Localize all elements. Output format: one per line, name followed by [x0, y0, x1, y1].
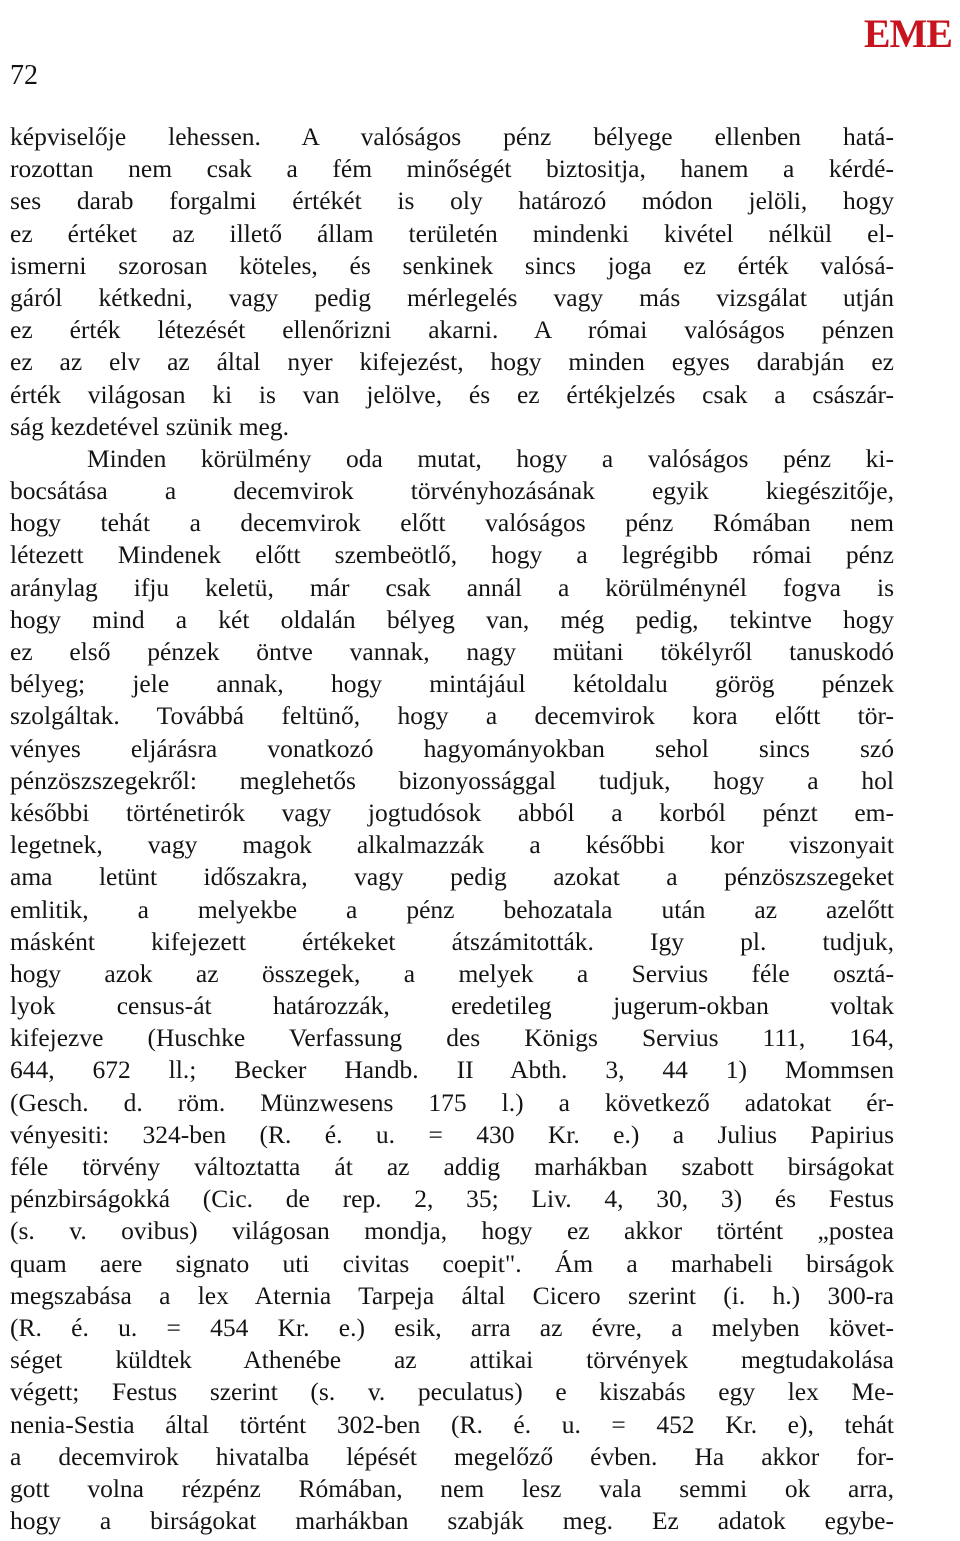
text-line: gott volna rézpénz Rómában, nem lesz vala semmi ok arra,: [10, 1473, 894, 1503]
text-line: quam aere signato uti civitas coepit". Ám a marhabeli birságok: [10, 1248, 894, 1278]
text-line: vényesiti: 324-ben (R. é. u. = 430 Kr. e.) a Julius Papirius: [10, 1119, 894, 1149]
text-line: séget küldtek Athenébe az attikai törvények megtudakolása: [10, 1345, 894, 1375]
text-line: ismerni szorosan köteles, és senkinek sincs joga ez érték valósá-: [10, 250, 894, 280]
page-number: 72: [10, 60, 38, 91]
text-line: féle törvény változtatta át az addig marhákban szabott birságokat: [10, 1152, 894, 1181]
text-line: ez érték létezését ellenőrizni akarni. A római valóságos pénzen: [10, 315, 894, 345]
text-line: pénzbirságokká (Cic. de rep. 2, 35; Liv. 4, 30, 3) és Festus: [10, 1184, 894, 1214]
text-line: a decemvirok hivatalba lépését megelőző évben. Ha akkor for-: [10, 1441, 894, 1471]
text-line: ez értéket az illető állam területén mindenki kivétel nélkül el-: [10, 218, 894, 248]
paragraph-start-line: Minden körülmény oda mutat, hogy a valóságos pénz ki-: [87, 443, 894, 473]
text-line: ez az elv az által nyer kifejezést, hogy minden egyes darabján ez: [10, 347, 894, 377]
text-line: hogy azok az összegek, a melyek a Servius féle osztá-: [10, 958, 894, 988]
text-line: vényes eljárásra vonatkozó hagyományokban sehol sincs szó: [10, 733, 894, 763]
text-line: 644, 672 ll.; Becker Handb. II Abth. 3, 44 1) Mommsen: [10, 1055, 894, 1085]
text-line: hogy mind a két oldalán bélyeg van, még pedig, tekintve hogy: [10, 604, 894, 634]
text-line: szolgáltak. Továbbá feltünő, hogy a decemvirok kora előtt tör-: [10, 701, 894, 731]
text-line: másként kifejezett értékeket átszámitották. Igy pl. tudjuk,: [10, 926, 894, 956]
text-line: legetnek, vagy magok alkalmazzák a későbbi kor viszonyait: [10, 830, 894, 860]
text-line: bélyeg; jele annak, hogy mintájául kétoldalu görög pénzek: [10, 669, 894, 699]
text-line: megszabása a lex Aternia Tarpeja által Cicero szerint (i. h.) 300-ra: [10, 1280, 894, 1310]
text-line: nenia-Sestia által történt 302-ben (R. é. u. = 452 Kr. e), tehát: [10, 1409, 894, 1439]
text-line: pénzöszszegekről: meglehetős bizonyossággal tudjuk, hogy a hol: [10, 765, 894, 795]
text-line: képviselője lehessen. A valóságos pénz bélyege ellenben hatá-: [10, 122, 894, 151]
text-line: emlitik, a melyekbe a pénz behozatala után az azelőtt: [10, 894, 894, 924]
text-line: hogy tehát a decemvirok előtt valóságos pénz Rómában nem: [10, 508, 894, 538]
text-line: végett; Festus szerint (s. v. peculatus) e kiszabás egy lex Me-: [10, 1377, 894, 1407]
text-line: (Gesch. d. röm. Münzwesens 175 l.) a következő adatokat ér-: [10, 1087, 894, 1117]
text-line: (R. é. u. = 454 Kr. e.) esik, arra az évre, a melyben követ-: [10, 1312, 894, 1342]
text-line: ama letünt időszakra, vagy pedig azokat a pénzöszszegeket: [10, 862, 894, 892]
text-line: későbbi történetirók vagy jogtudósok abból a korból pénzt em-: [10, 797, 894, 827]
text-line: bocsátása a decemvirok törvényhozásának egyik kiegészitője,: [10, 476, 894, 506]
text-line: ses darab forgalmi értékét is oly határozó módon jelöli, hogy: [10, 186, 894, 216]
text-line: lyok census-át határozzák, eredetileg jugerum-okban voltak: [10, 991, 894, 1021]
text-line: rozottan nem csak a fém minőségét biztositja, hanem a kérdé-: [10, 154, 894, 184]
text-line: hogy a birságokat marhákban szabják meg. Ez adatok egybe-: [10, 1506, 894, 1536]
text-line: ság kezdetével szünik meg.: [10, 411, 289, 441]
text-line: gáról kétkedni, vagy pedig mérlegelés vagy más vizsgálat utján: [10, 282, 894, 312]
text-line: létezett Mindenek előtt szembeötlő, hogy a legrégibb római pénz: [10, 540, 894, 570]
body-text: [10, 121, 894, 1537]
text-line: ez első pénzek öntve vannak, nagy müṫani tökélyről tanuskodó: [10, 637, 894, 666]
text-line: aránylag ifju keletü, már csak annál a körülménynél fogva is: [10, 572, 894, 602]
publisher-logo: EME: [863, 11, 952, 56]
text-line: kifejezve (Huschke Verfassung des Königs Servius 111, 164,: [10, 1023, 894, 1053]
text-line: érték világosan ki is van jelölve, és ez értékjelzés csak a császár-: [10, 379, 894, 409]
text-line: (s. v. ovibus) világosan mondja, hogy ez akkor történt „postea: [10, 1216, 894, 1246]
